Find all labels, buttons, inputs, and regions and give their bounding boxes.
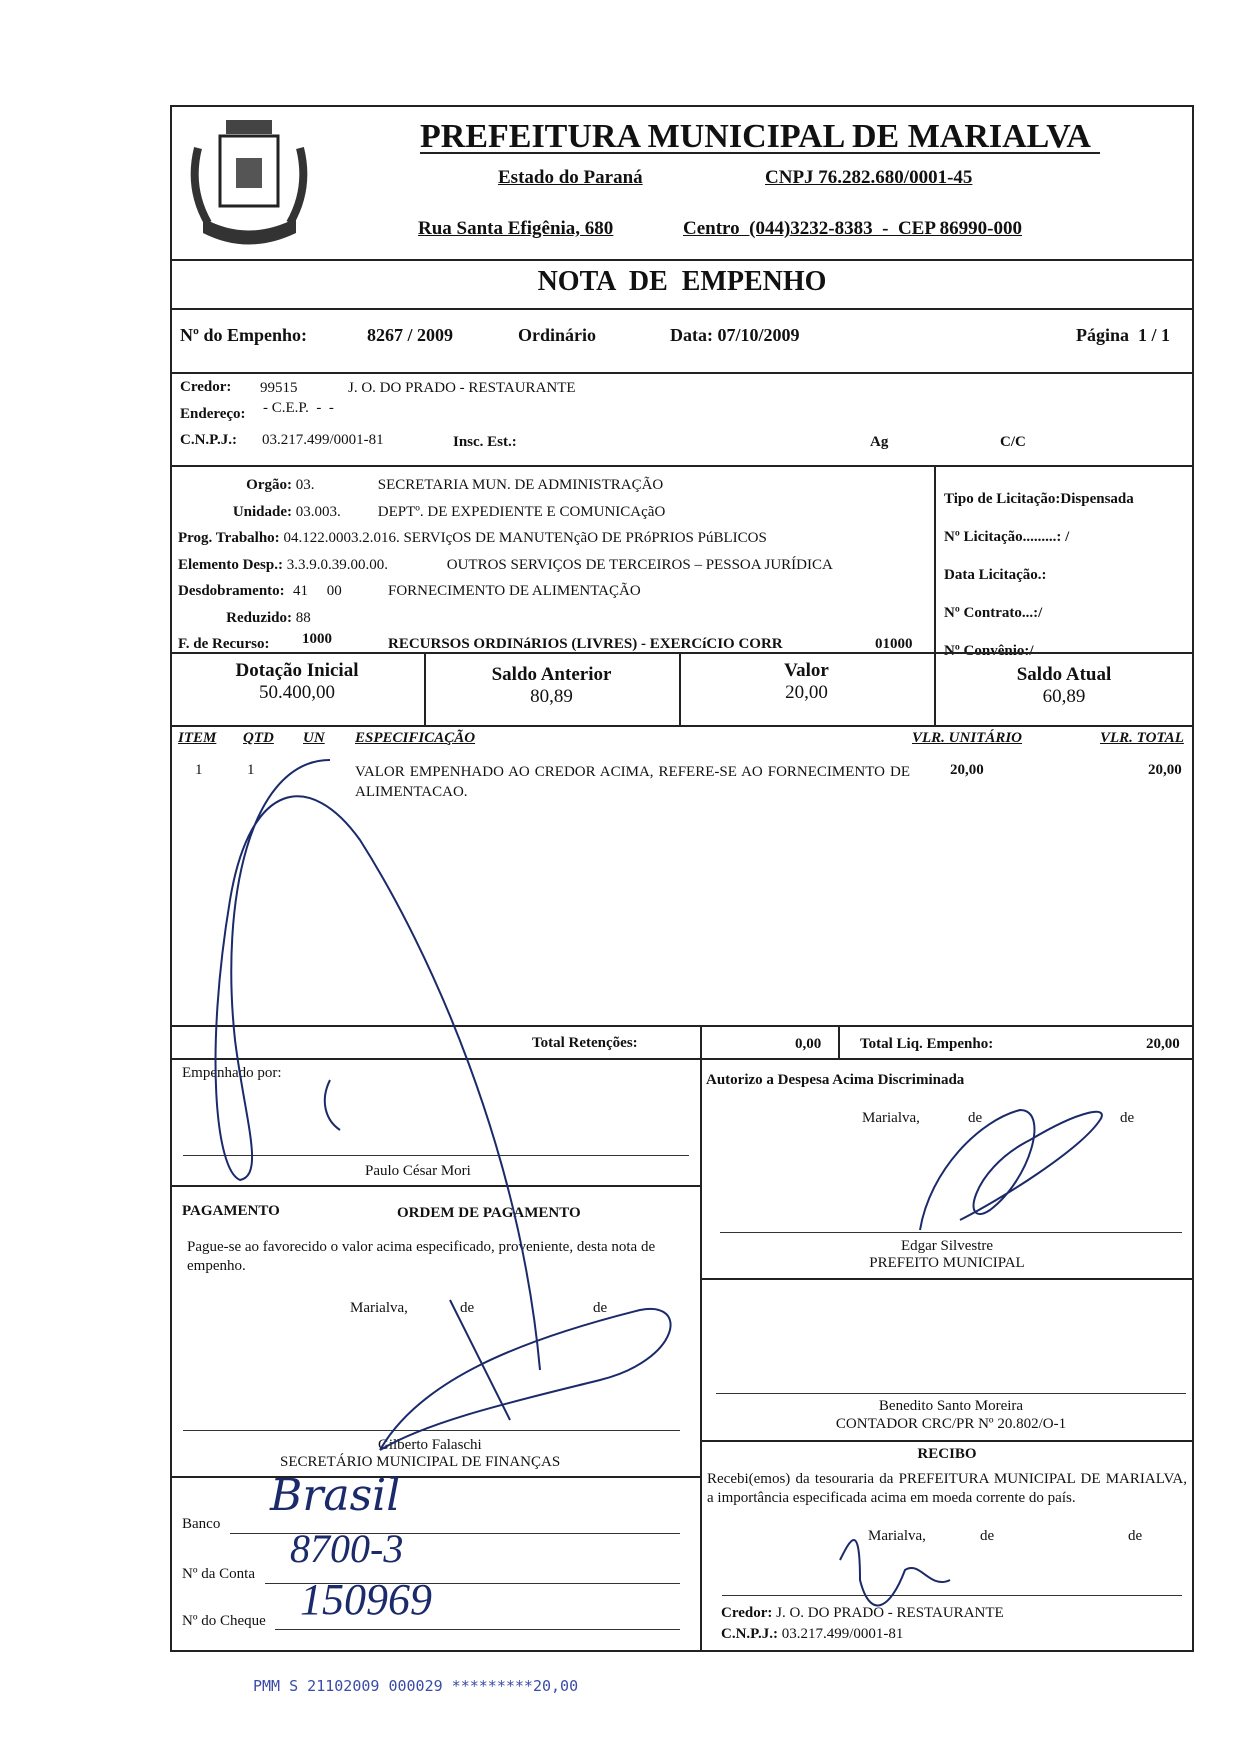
item-number: 1 [195,762,203,778]
liq-empenho-value: 20,00 [1146,1036,1180,1052]
col-vlr-total: VLR. TOTAL [1100,730,1184,746]
pagamento-place: Marialva, [350,1300,408,1316]
page-number: Página 1 / 1 [1076,325,1171,345]
credor-cnpj: 03.217.499/0001-81 [262,432,384,448]
pagamento-role: SECRETÁRIO MUNICIPAL DE FINANÇAS [280,1454,561,1470]
pagamento-text: Pague-se ao favorecido o valor acima especificado, proveniente, desta nota de empenho. [187,1239,656,1274]
dotacao-row: F. de Recurso: RECURSOS ORDINáRIOS (LIVRES) - EXERCíCIO CORR 01000 [178,636,913,652]
endereco-label: Endereço: [180,406,246,422]
credor-code: 99515 [260,380,298,396]
conta-value-handwritten: 8700-3 [290,1526,404,1571]
contrato-numero: Nº Contrato...:/ [944,605,1043,621]
empenho-type: Ordinário [518,325,597,345]
prefeito-role: PREFEITO MUNICIPAL [869,1255,1025,1271]
recibo-place: Marialva, [868,1528,926,1544]
pagamento-name: Gilberto Falaschi [378,1437,482,1453]
dotacao-row: Reduzido: 88 [226,609,311,626]
ordem-pagamento-label: ORDEM DE PAGAMENTO [397,1205,581,1221]
dotacao-row: Prog. Trabalho: 04.122.0003.2.016. SERVIçOS DE MANUTENçãO DE PRóPRIOS PúBLICOS [178,530,767,546]
autorizo-label: Autorizo a Despesa Acima Discriminada [706,1072,965,1088]
conta-label: Nº da Conta [182,1566,255,1582]
autorizo-place: Marialva, [862,1110,920,1126]
licitacao-numero: Nº Licitação.........: / [944,529,1070,545]
banco-label: Banco [182,1516,221,1532]
credor-label: Credor: [180,379,232,395]
col-item: ITEM [178,730,217,746]
empenhado-label: Empenhado por: [182,1065,282,1081]
banco-value-handwritten: Brasil [270,1470,401,1521]
pagamento-de: de [593,1300,608,1316]
document-title: NOTA DE EMPENHO [537,266,827,297]
cnpj: CNPJ 76.282.680/0001-45 [765,167,973,188]
recurso-code: 1000 [302,631,332,647]
ag-label: Ag [870,434,889,450]
autorizo-de: de [1120,1110,1135,1126]
saldo-anterior: Saldo Anterior 80,89 [491,664,612,707]
empenhado-name: Paulo César Mori [365,1163,471,1179]
recibo-text: Recebi(emos) da tesouraria da PREFEITURA MUNICIPAL DE MARIALVA, a importância especificada acima em moeda corrente do país. [707,1471,1187,1506]
cnpj-label: C.N.P.J.: [180,432,237,448]
recibo-de: de [980,1528,995,1544]
empenho-label: Nº do Empenho: [180,325,307,345]
col-qtd: QTD [243,730,274,746]
contador-role: CONTADOR CRC/PR Nº 20.802/O-1 [835,1416,1067,1432]
saldo-atual: Saldo Atual 60,89 [1016,664,1112,707]
autorizo-de: de [968,1110,983,1126]
pagamento-de: de [460,1300,475,1316]
item-qtd: 1 [247,762,255,778]
district-phone-cep: Centro (044)3232-8383 - CEP 86990-000 [683,218,1022,239]
dotacao-row: Orgão: 03. SECRETARIA MUN. DE ADMINISTRAÇÃO [246,477,664,493]
recibo-credor-label: Credor: [721,1605,773,1621]
prefeito-name: Edgar Silvestre [900,1238,994,1254]
item-vlr-total: 20,00 [1148,762,1182,778]
item-vlr-unitario: 20,00 [950,762,984,778]
retencoes-label: Total Retenções: [532,1035,638,1051]
valor: Valor 20,00 [784,660,829,703]
col-un: UN [303,730,325,746]
coat-of-arms-logo [178,108,318,253]
liq-empenho-label: Total Liq. Empenho: [860,1036,994,1052]
credor-name: J. O. DO PRADO - RESTAURANTE [348,380,576,396]
saldo-dotacao-inicial: Dotação Inicial 50.400,00 [235,660,359,703]
empenho-number: 8267 / 2009 [367,325,454,345]
recibo-credor: J. O. DO PRADO - RESTAURANTE [776,1605,1004,1621]
licitacao-tipo: Tipo de Licitação:Dispensada [944,491,1134,507]
dotacao-row: Unidade: 03.003. DEPTº. DE EXPEDIENTE E COMUNICAçãO [232,503,666,520]
insc-est-label: Insc. Est.: [453,434,517,450]
recibo-de: de [1128,1528,1143,1544]
cheque-value-handwritten: 150969 [300,1575,432,1624]
dotacao-row: Elemento Desp.: 3.3.9.0.39.00.00. OUTROS SERVIÇOS DE TERCEIROS – PESSOA JURÍDICA [178,556,833,573]
cc-label: C/C [1000,434,1026,450]
empenho-date: Data: 07/10/2009 [670,325,800,345]
recibo-title: RECIBO [917,1446,977,1462]
pagamento-label: PAGAMENTO [182,1203,280,1219]
recibo-cnpj: 03.217.499/0001-81 [781,1626,904,1642]
state: Estado do Paraná [498,167,643,188]
contador-name: Benedito Santo Moreira [878,1398,1024,1414]
convenio-numero: Nº Convênio:/ [944,643,1034,659]
dotacao-row: Desdobramento: 41 00 FORNECIMENTO DE ALIMENTAÇÃO [178,583,641,599]
licitacao-data: Data Licitação.: [944,567,1047,583]
recibo-cnpj-label: C.N.P.J.: [721,1626,778,1642]
address: Rua Santa Efigênia, 680 [418,218,614,239]
col-especificacao: ESPECIFICAÇÃO [355,730,476,746]
institution-title: PREFEITURA MUNICIPAL DE MARIALVA [420,118,1091,155]
retencoes-value: 0,00 [795,1036,822,1052]
cheque-label: Nº do Cheque [182,1613,266,1629]
machine-stamp: PMM S 21102009 000029 *********20,00 [253,1677,579,1695]
col-vlr-unitario: VLR. UNITÁRIO [912,730,1023,746]
item-especificacao: VALOR EMPENHADO AO CREDOR ACIMA, REFERE-SE AO FORNECIMENTO DE ALIMENTACAO. [355,764,910,800]
endereco-value: - C.E.P. - - [263,400,334,416]
